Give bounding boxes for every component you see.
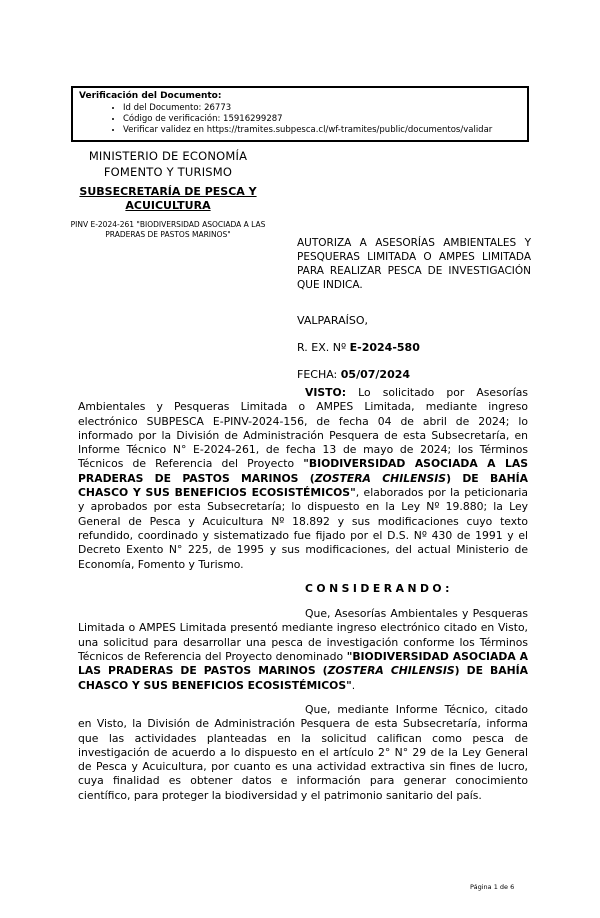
considerando-heading: CONSIDERANDO: [305, 581, 453, 595]
considerando-1-project-species: ZOSTERA CHILENSIS [327, 664, 455, 678]
subsecretary-line-1: SUBSECRETARÍA DE PESCA Y [79, 185, 257, 198]
verification-item-id: • Id del Documento: 26773 [123, 103, 521, 114]
visto-label: VISTO: [305, 386, 347, 399]
resolution-city: VALPARAÍSO, [297, 314, 369, 327]
visto-paragraph [78, 386, 528, 572]
resolution-header [297, 236, 531, 381]
considerando-1-text-2: . [351, 678, 356, 692]
resolution-date-label: FECHA: [297, 368, 341, 381]
considerando-1-project-title-2: ) DE BAHÍA CHASCO Y SUS BENEFICIOS ECOSISTÉMICOS" [78, 664, 528, 692]
visto-project-species: ZOSTERA CHILENSIS [314, 471, 447, 485]
ministry-line-1: MINISTERIO DE ECONOMÍA [88, 149, 248, 163]
subsecretary-name [32, 185, 304, 213]
resolution-number [297, 341, 531, 354]
visto-text-1: Lo solicitado por Asesorías Ambientales y Pesqueras Limitada o AMPES Limitada, mediante ingreso electrónico SUBPESCA E-PINV-2024-156, de fecha 04 de abril de 2024; lo informado por la División de Administración Pesquera de esta Subsecretaría, en Informe Técnico N° E-2024-261, de fecha 13 de mayo de 2024; los Términos Técnicos de Referencia del Proyecto [78, 386, 528, 471]
letterhead [32, 148, 304, 240]
ministry-line-2: FOMENTO Y TURISMO [103, 165, 233, 179]
resolution-date-value: 05/07/2024 [340, 368, 411, 381]
visto-project-title-2: ) DE BAHÍA CHASCO Y SUS BENEFICIOS ECOSISTÉMICOS" [78, 471, 528, 500]
verification-box [71, 86, 529, 142]
visto-text-2: , elaborados por la peticionaria y aprobados por esta Subsecretaría; lo dispuesto en la Ley Nº 19.880; la Ley General de Pesca y Acuicultura Nº 18.892 y sus modificaciones cuyo texto refundido, coordinado y sistematizado fue fijado por el D.S. Nº 430 de 1991 y el Decreto Exento N° 225, de 1995 y sus modificaciones, del actual Ministerio de Economía, Fomento y Turismo. [78, 486, 528, 571]
resolution-number-value: E-2024-580 [349, 341, 420, 354]
verification-item-url: • Verificar validez en https://tramites.subpesca.cl/wf-tramites/public/documentos/validar [123, 125, 521, 136]
subsecretary-line-2: ACUICULTURA [125, 199, 211, 212]
visto-project-title-1: "BIODIVERSIDAD ASOCIADA A LAS PRADERAS DE PASTOS MARINOS ( [78, 457, 528, 485]
project-reference: PINV E-2024-261 "BIODIVERSIDAD ASOCIADA A LAS PRADERAS DE PASTOS MARINOS" [70, 220, 266, 239]
verification-list [79, 103, 521, 136]
verification-title: Verificación del Documento: [79, 91, 222, 101]
resolution-body [78, 386, 528, 813]
considerando-paragraph-1 [78, 607, 528, 693]
resolution-number-label: R. EX. Nº [297, 341, 350, 354]
resolution-date [297, 368, 531, 381]
page-number: Página 1 de 6 [470, 883, 515, 891]
considerando-1-project-title-1: "BIODIVERSIDAD ASOCIADA A LAS PRADERAS DE PASTOS MARINOS ( [78, 650, 528, 678]
resolution-subject: AUTORIZA A ASESORÍAS AMBIENTALES Y PESQUERAS LIMITADA O AMPES LIMITADA PARA REALIZAR PESCA DE INVESTIGACIÓN QUE INDICA. [297, 237, 531, 291]
considerando-paragraph-2: Que, mediante Informe Técnico, citado en Visto, la División de Administración Pesquera de esta Subsecretaría, informa que las actividades planteadas en la solicitud califican como pesca de investigación de acuerdo a lo dispuesto en el artículo 2° N° 29 de la Ley General de Pesca y Acuicultura, por cuanto es una actividad extractiva sin fines de lucro, cuya finalidad es obtener datos e información para generar conocimiento científico, para proteger la biodiversidad y el patrimonio sanitario del país. [78, 702, 528, 802]
considerando-1-text-1: Que, Asesorías Ambientales y Pesqueras Limitada o AMPES Limitada presentó mediante ingreso electrónico citado en Visto, una solicitud para desarrollar una pesca de investigación conforme los Términos Técnicos de Referencia del Proyecto denominado [78, 607, 528, 664]
verification-item-code: • Código de verificación: 15916299287 [123, 114, 521, 125]
ministry-name [32, 148, 304, 180]
